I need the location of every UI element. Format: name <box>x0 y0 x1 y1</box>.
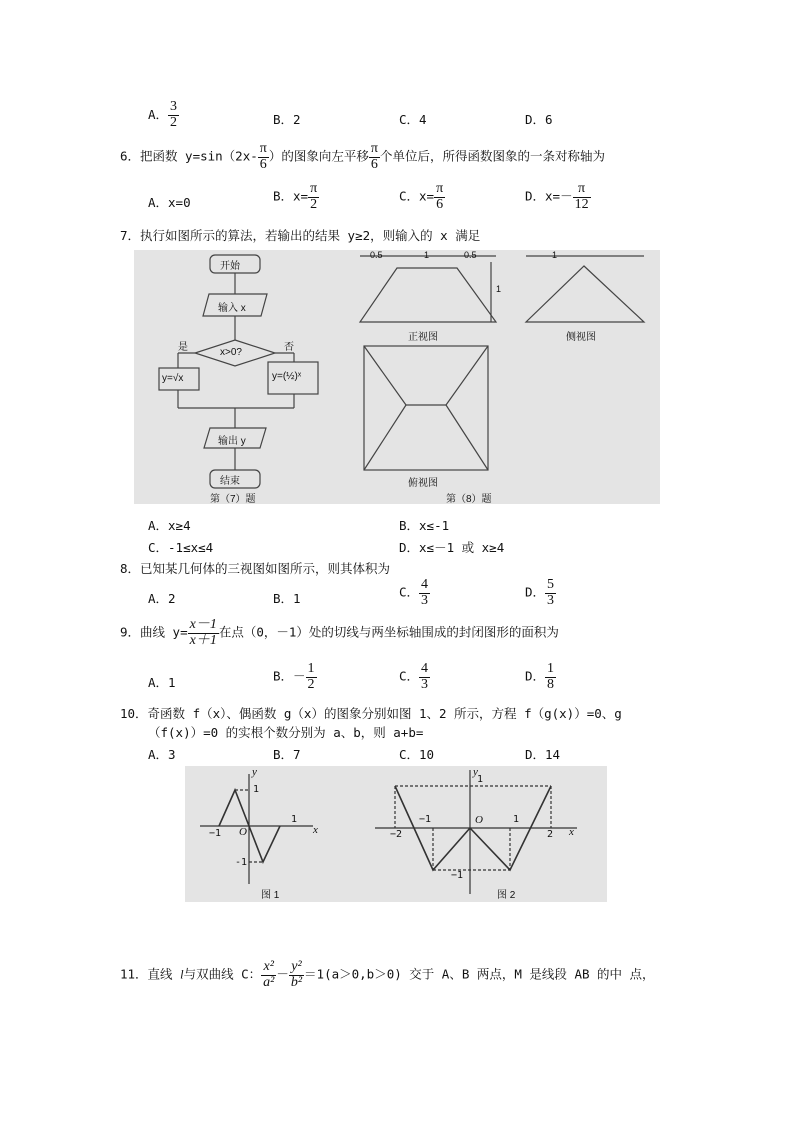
top-view-label: 俯视图 <box>408 478 438 489</box>
q8-stem: 8．已知某几何体的三视图如图所示，则其体积为 <box>120 561 391 576</box>
graph2-caption: 图 2 <box>497 890 516 901</box>
graph1-y-label: y <box>252 766 257 778</box>
flow-output-label: 输出 y <box>218 436 246 447</box>
front-view-dim-right: 0.5 <box>464 250 477 260</box>
figure-q7-q8 <box>134 250 660 504</box>
side-view-label: 侧视图 <box>566 332 596 343</box>
q7-option-a: A．x≥4 <box>148 518 191 533</box>
flow-end-label: 结束 <box>220 476 240 487</box>
q7-stem: 7．执行如图所示的算法，若输出的结果 y≥2，则输入的 x 满足 <box>120 228 481 243</box>
q6-option-d: D．x=－ $\frac{\pi}{12}$ <box>525 181 589 212</box>
graph2-y-tick-m1: −1 <box>451 870 464 881</box>
q5-option-a: A． $\frac{3}{2}$ <box>148 99 178 130</box>
graph1-caption: 图 1 <box>261 890 280 901</box>
graph2-origin: O <box>475 814 483 826</box>
graph1-x-tick-1: 1 <box>291 814 298 825</box>
q5-options <box>148 100 179 130</box>
graph2-x-tick-2: 2 <box>547 829 554 840</box>
graph2-y-tick-1: 1 <box>477 774 484 785</box>
graph2-x-label: x <box>569 826 574 838</box>
front-view-dim-height: 1 <box>496 284 502 294</box>
q10-stem-line1: 10．奇函数 f（x）、偶函数 g（x）的图象分别如图 1、2 所示，方程 f（g(x)）=0、g <box>120 706 622 721</box>
graph2-x-tick-m1: −1 <box>419 814 432 825</box>
q10-option-d: D．14 <box>525 747 561 762</box>
side-view-dim: 1 <box>552 250 558 260</box>
q7-option-d: D．x≤－1 或 x≥4 <box>399 540 505 555</box>
q9-option-b: B．－ $\frac{1}{2}$ <box>273 661 315 692</box>
graph1-origin: O <box>239 826 247 838</box>
graph2-x-tick-m2: −2 <box>390 829 403 840</box>
front-view-dim-left: 0.5 <box>370 250 383 260</box>
graph1-y-tick-m1: -1 <box>235 857 248 868</box>
flow-no-label: 否 <box>284 342 294 353</box>
figure-8-caption: 第（8）题 <box>446 494 492 505</box>
graph1-y-tick-1: 1 <box>253 784 260 795</box>
q9-option-a: A．1 <box>148 675 176 690</box>
q9-stem: 9．曲线 y= $\frac{x-1}{x+1}$ 在点（0，－1）处的切线与两坐标轴围成的封闭图形的面积为 <box>120 617 559 648</box>
top-view-square <box>364 346 488 470</box>
q8-option-b: B．1 <box>273 591 301 606</box>
flow-yes-label: 是 <box>178 342 188 353</box>
q11-stem: 11．直线 l与双曲线 C： $\frac{\text{x²}}{\text{a²}}$ － $\frac{\text{y²}}{\text{b²}}$ ＝1(a＞0,b＞0) 交于 A、B 两点，M 是线段 AB 的中 点， <box>120 959 655 990</box>
graph1-x-label: x <box>313 824 318 836</box>
q5-option-c: C．4 <box>399 112 427 127</box>
flow-right-box-label: y=(½)ˣ <box>272 371 302 382</box>
q5-option-d: D．6 <box>525 112 553 127</box>
q6-stem: 6．把函数 y=sin（2x- $\frac{\pi}{6}$ ）的图象向左平移 $\frac{\pi}{6}$ 个单位后，所得函数图象的一条对称轴为 <box>120 141 605 172</box>
q8-option-c: C． $\frac{4}{3}$ <box>399 577 429 608</box>
q10-stem-line2: （f(x)）=0 的实根个数分别为 a、b，则 a+b= <box>148 725 424 740</box>
q10-option-a: A．3 <box>148 747 176 762</box>
graph2-y-label: y <box>473 766 478 778</box>
graph1-x-tick-m1: −1 <box>209 828 222 839</box>
figure-q10 <box>185 766 607 902</box>
figure-7-caption: 第（7）题 <box>210 494 256 505</box>
q7-option-b: B．x≤-1 <box>399 518 450 533</box>
q5-option-b: B．2 <box>273 112 301 127</box>
flow-input-label: 输入 x <box>218 303 246 314</box>
q6-option-a: A．x=0 <box>148 195 191 210</box>
q8-option-d: D． $\frac{5}{3}$ <box>525 577 555 608</box>
q10-option-c: C．10 <box>399 747 435 762</box>
side-view-triangle <box>526 266 644 322</box>
figure-q7-q8-svg <box>134 250 660 504</box>
q9-option-d: D． $\frac{1}{8}$ <box>525 661 555 692</box>
q9-option-c: C． $\frac{4}{3}$ <box>399 661 429 692</box>
q6-option-c: C．x= $\frac{\pi}{6}$ <box>399 181 444 212</box>
q8-option-a: A．2 <box>148 591 176 606</box>
front-view-dim-top: 1 <box>424 250 430 260</box>
flow-start-label: 开始 <box>220 261 240 272</box>
flow-left-box-label: y=√x <box>162 373 184 384</box>
front-view-trapezoid <box>360 268 496 322</box>
graph2-x-tick-1: 1 <box>513 814 520 825</box>
front-view-label: 正视图 <box>408 332 438 343</box>
q6-option-b: B．x= $\frac{\pi}{2}$ <box>273 181 318 212</box>
q10-option-b: B．7 <box>273 747 301 762</box>
q7-option-c: C．-1≤x≤4 <box>148 540 214 555</box>
flow-condition-label: x>0? <box>220 347 242 358</box>
